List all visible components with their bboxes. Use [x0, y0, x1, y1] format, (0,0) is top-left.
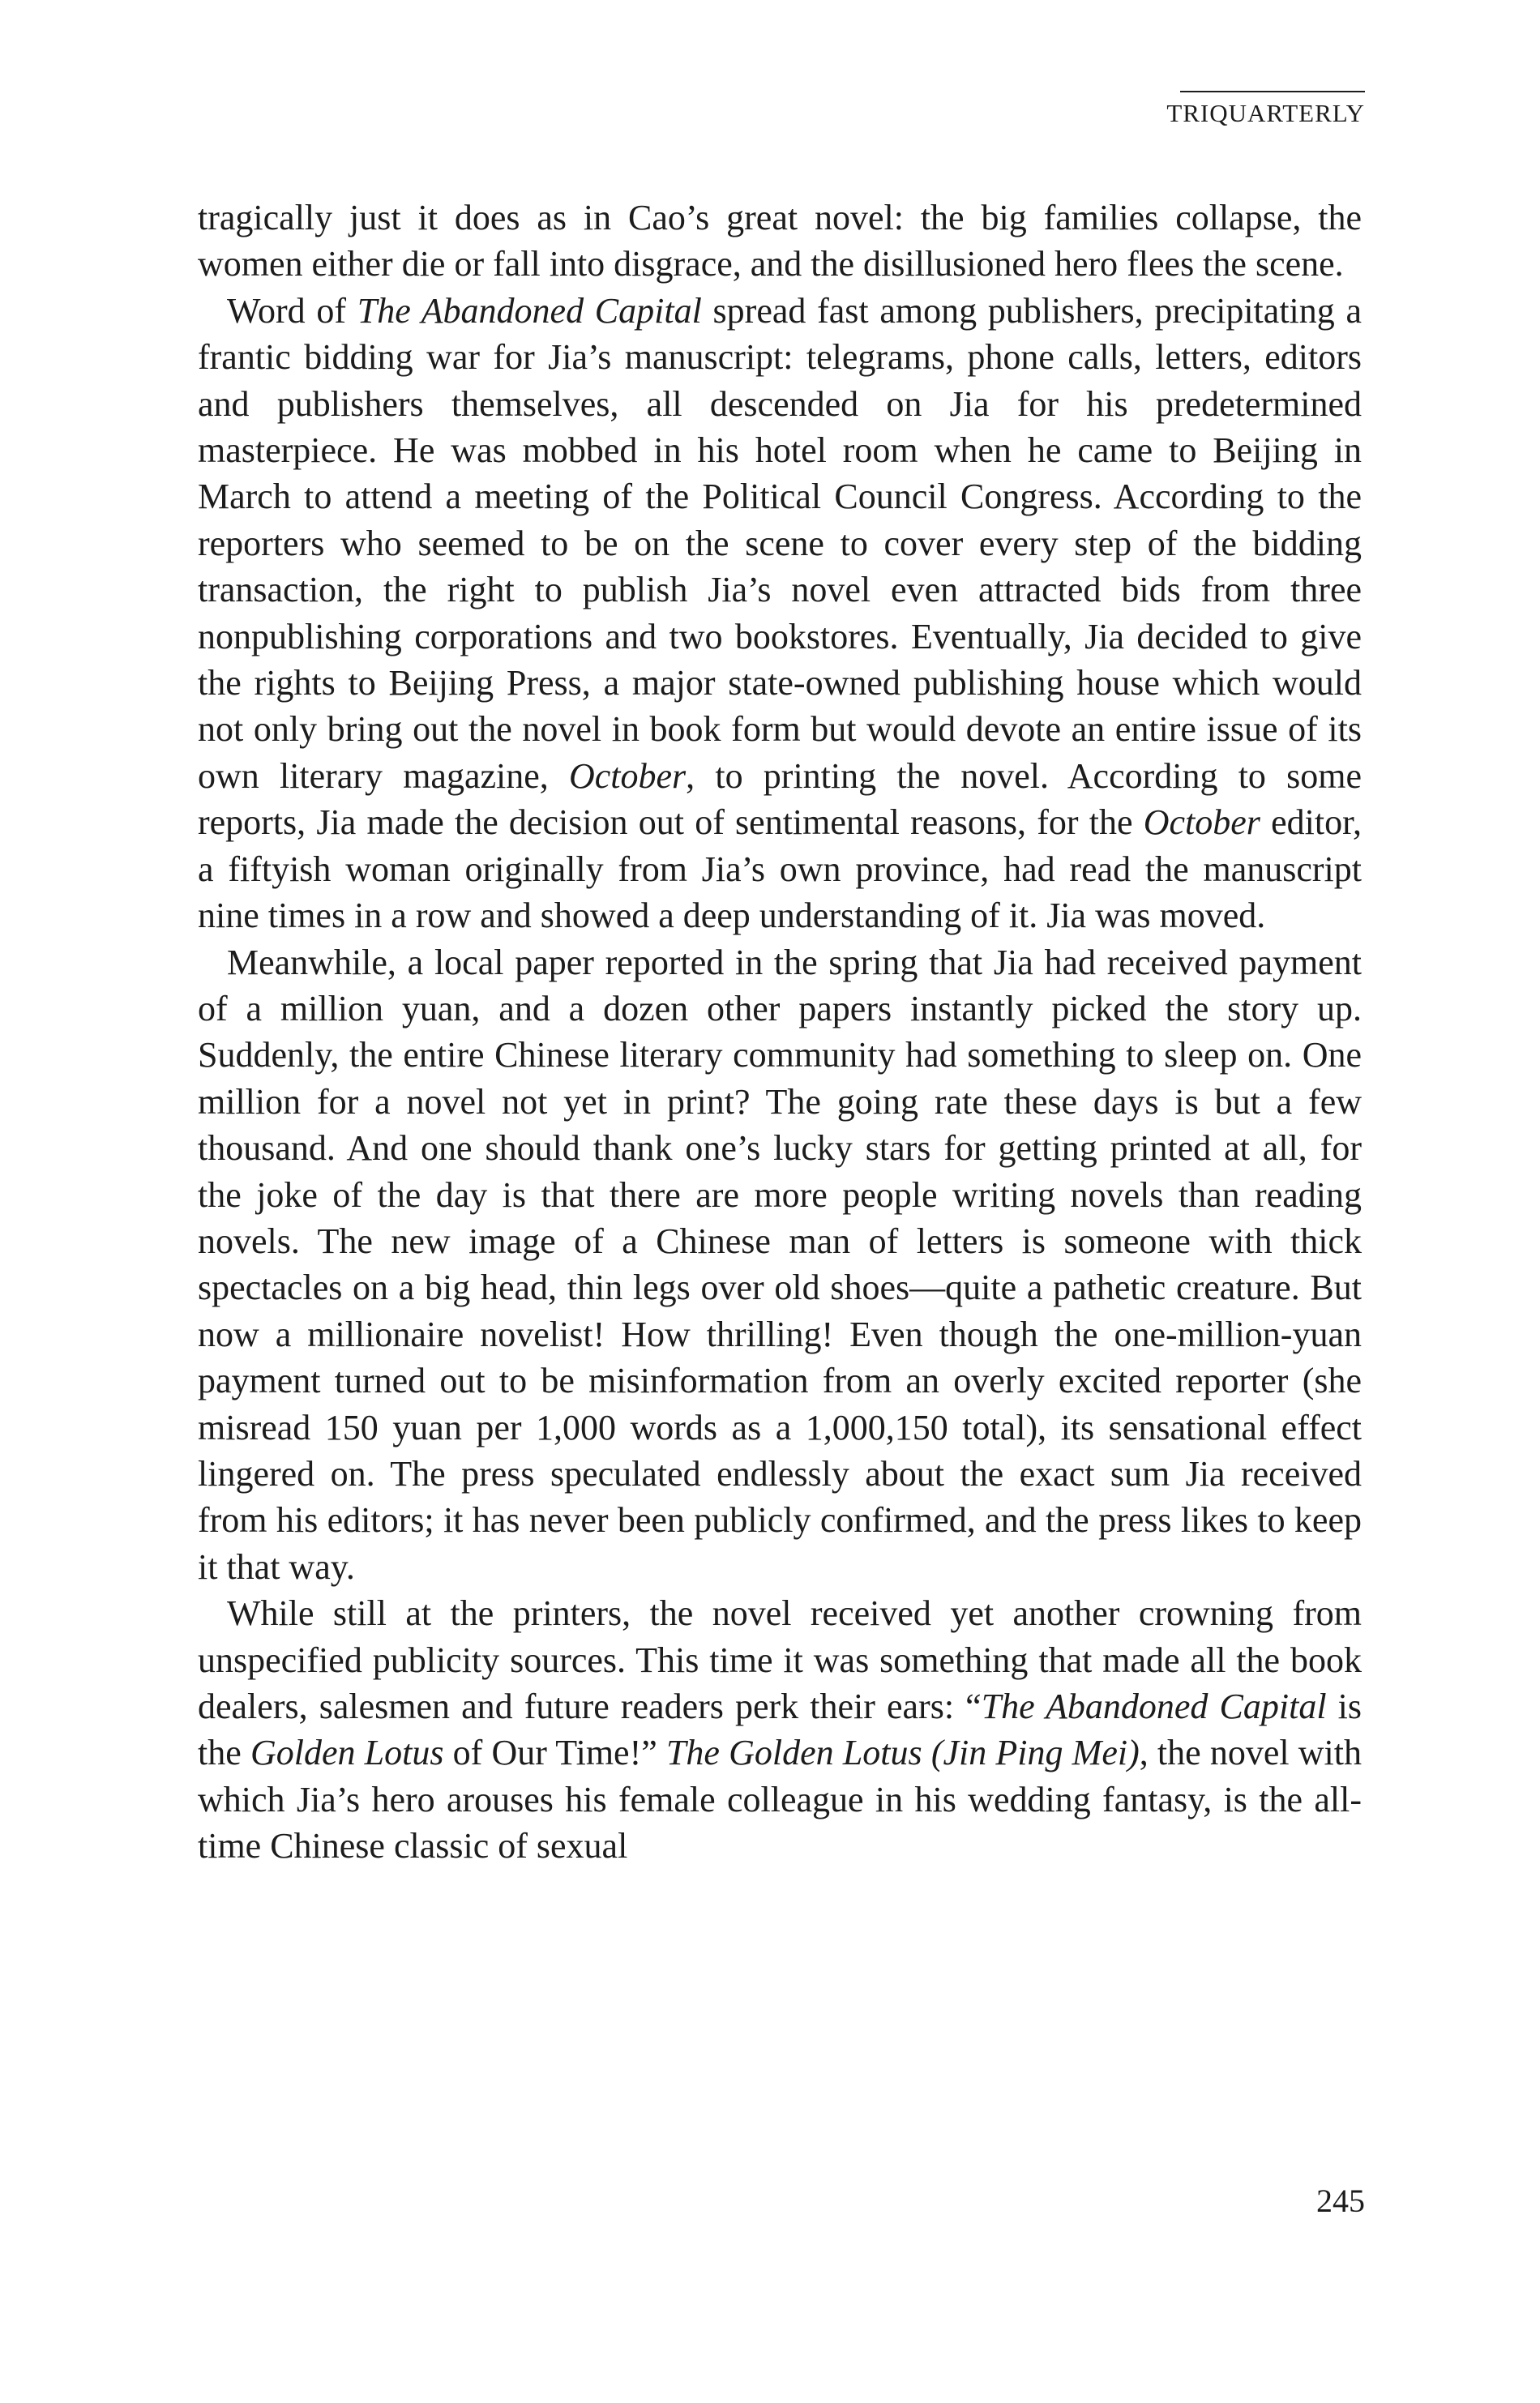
paragraph-4-text-a: While still at the printers, the novel received yet another crowning from unspecified publicity sources. This time it was something that made all the book dealers, salesmen and future readers perk their ears: “ — [198, 1593, 1362, 1726]
paragraph-2-text-c: , to printing the novel. According to some reports, Jia made the decision out of sentimental reasons, for the — [198, 755, 1362, 843]
paragraph-4-text-c: of Our Time!” — [443, 1733, 666, 1773]
page-number: 245 — [1316, 2183, 1365, 2219]
paragraph-2-text-a: Word of — [227, 290, 357, 331]
paragraph-2 — [198, 288, 1362, 939]
body-text — [198, 195, 1362, 1870]
magazine-title-italic: October — [568, 755, 687, 796]
paragraph-1-text: tragically just it does as in Cao’s great novel: the big families collapse, the women either die or fall into disgrace, and the disillusioned hero flees the scene. — [198, 198, 1362, 284]
paragraph-3-text: Meanwhile, a local paper reported in the spring that Jia had received payment of a million yuan, and a dozen other papers instantly picked the story up. Suddenly, the entire Chinese literary community had something to sleep on. One million for a novel not yet in print? The going rate these days is but a few thousand. And one should thank one’s lucky stars for getting printed at all, for the joke of the day is that there are more people writing novels than reading novels. The new image of a Chinese man of letters is someone with thick spectacles on a big head, thin legs over old shoes—quite a pathetic creature. But now a millionaire novelist! How thrilling! Even though the one-million-yuan payment turned out to be misinformation from an overly excited reporter (she misread 150 yuan per 1,000 words as a 1,000,150 total), its sensational effect lingered on. The press speculated endlessly about the exact sum Jia received from his editors; it has never been publicly confirmed, and the press likes to keep it that way. — [198, 942, 1362, 1587]
magazine-title-italic-2: October — [1143, 802, 1260, 843]
paragraph-1 — [198, 195, 1362, 288]
paragraph-4-text-b: is the — [198, 1687, 1362, 1773]
book-title-italic-3: Golden Lotus — [250, 1733, 444, 1773]
paragraph-4 — [198, 1590, 1362, 1869]
paragraph-4-text-d: , the novel with which Jia’s hero arouses his female colleague in his wedding fantasy, is the all-time Chinese classic of sexual — [198, 1733, 1362, 1866]
book-title-italic-4: The Golden Lotus (Jin Ping Mei) — [665, 1733, 1140, 1773]
paragraph-3 — [198, 939, 1362, 1591]
book-title-italic: The Abandoned Capital — [357, 290, 702, 331]
running-head: TRIQUARTERLY — [1166, 99, 1365, 127]
book-title-italic-2: The Abandoned Capital — [981, 1687, 1327, 1726]
paragraph-2-text-b: spread fast among publishers, precipitating a frantic bidding war for Jia’s manuscript: telegrams, phone calls, letters, editors and publishers themselves, all descended on Jia for his predetermined masterpiece. He was mobbed in his hotel room when he came to Beijing in March to attend a meeting of the Political Council Congress. According to the reporters who seemed to be on the scene to cover every step of the bidding transaction, the right to publish Jia’s novel even attracted bids from three nonpublishing corporations and two bookstores. Eventually, Jia decided to give the rights to Beijing Press, a major state-owned publishing house which would not only bring out the novel in book form but would devote an entire issue of its own literary magazine, — [198, 290, 1362, 796]
paragraph-2-text-d: editor, a fiftyish woman originally from Jia’s own province, had read the manuscript nine times in a row and showed a deep understanding of it. Jia was moved. — [198, 802, 1362, 936]
running-head-rule — [1180, 91, 1365, 92]
